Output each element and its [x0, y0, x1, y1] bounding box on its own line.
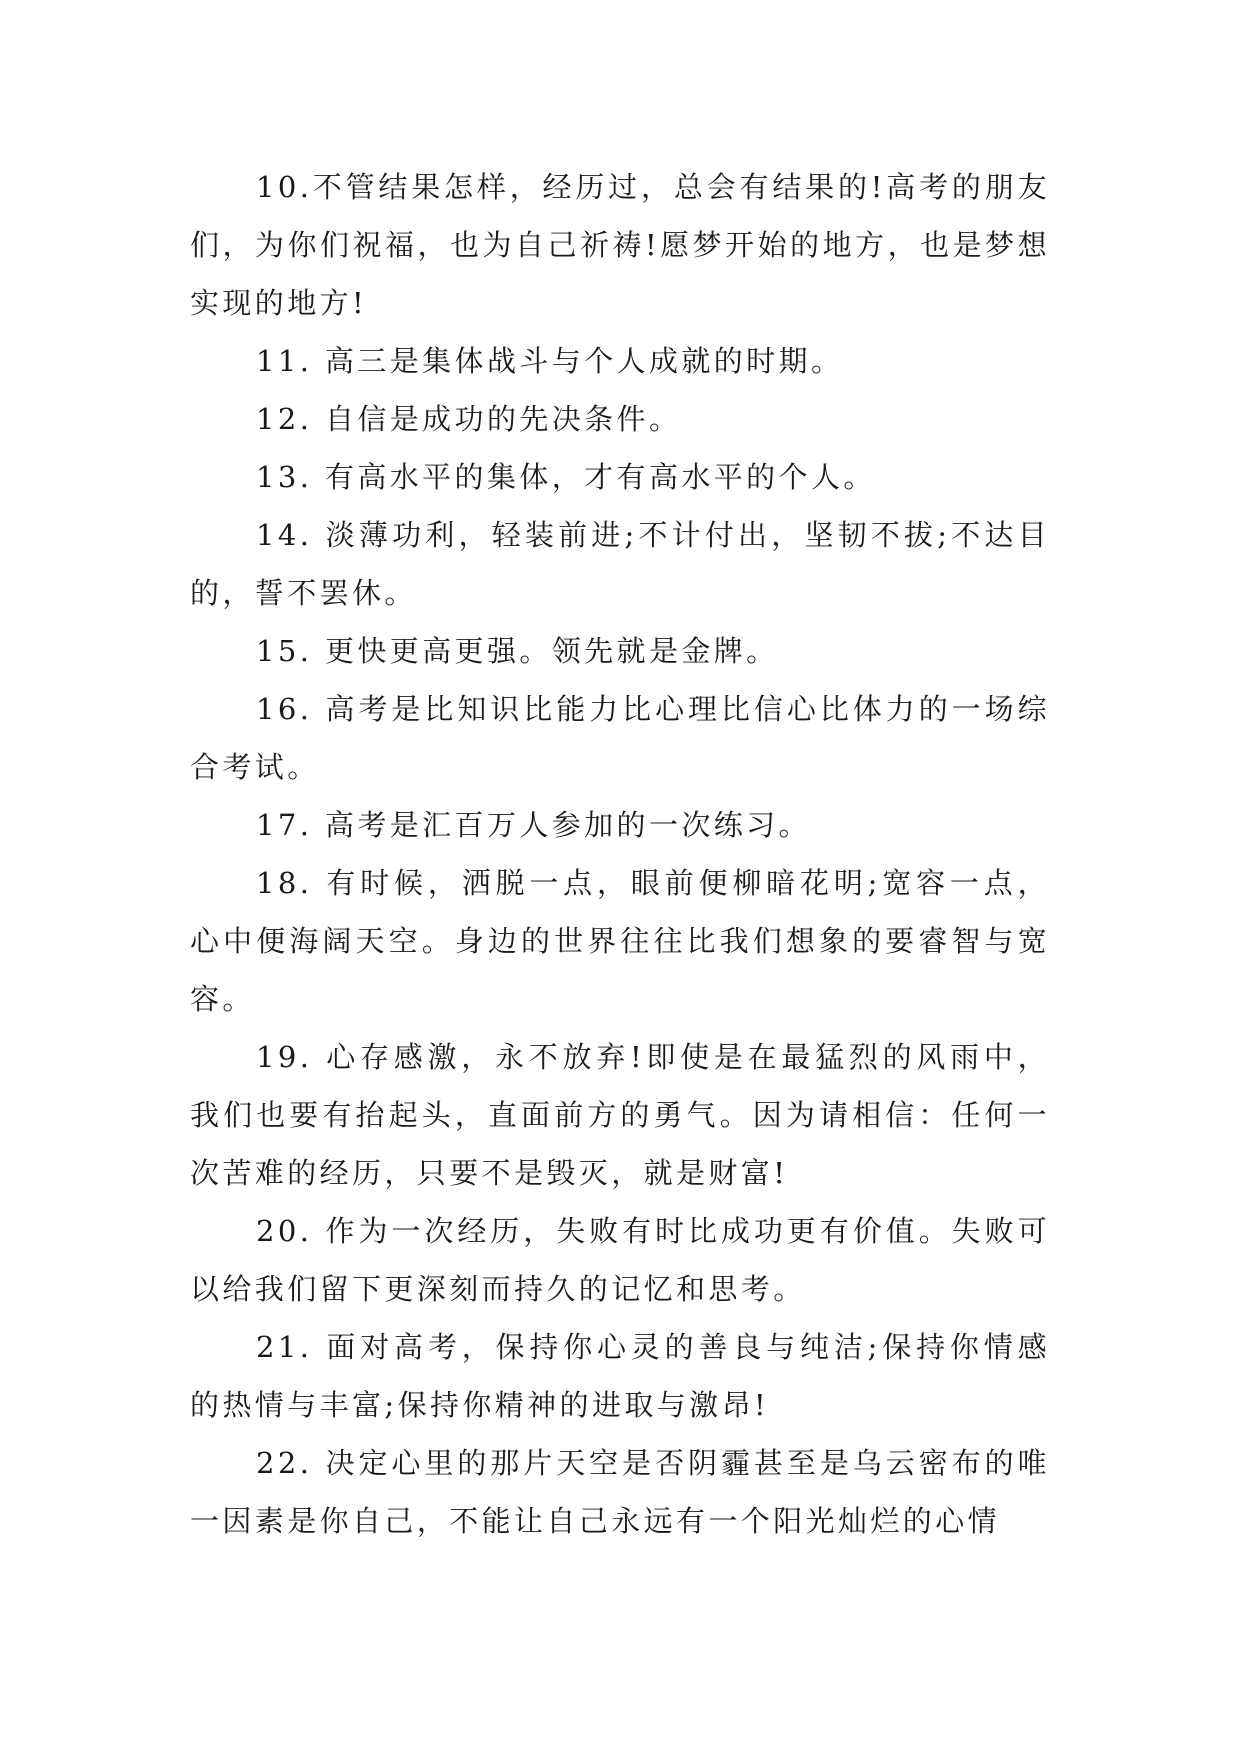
paragraph-20: 20. 作为一次经历，失败有时比成功更有价值。失败可以给我们留下更深刻而持久的记忆和思考。: [190, 1214, 1050, 1306]
paragraph-10: 10.不管结果怎样，经历过，总会有结果的!高考的朋友们，为你们祝福，也为自己祈祷!愿梦开始的地方，也是梦想实现的地方!: [190, 170, 1050, 320]
paragraph-15: 15. 更快更高更强。领先就是金牌。: [256, 634, 779, 668]
paragraph-18: 18. 有时候，洒脱一点，眼前便柳暗花明;宽容一点，心中便海阔天空。身边的世界往往比我们想象的要睿智与宽容。: [190, 866, 1050, 1016]
paragraph-17: 17. 高考是汇百万人参加的一次练习。: [256, 808, 811, 842]
paragraph-11: 11. 高三是集体战斗与个人成就的时期。: [256, 344, 844, 378]
paragraph-16: 16. 高考是比知识比能力比心理比信心比体力的一场综合考试。: [190, 692, 1050, 784]
paragraph-12: 12. 自信是成功的先决条件。: [256, 402, 682, 436]
document-body: [190, 158, 1050, 1550]
paragraph-22: 22. 决定心里的那片天空是否阴霾甚至是乌云密布的唯一因素是你自己，不能让自己永远有一个阳光灿烂的心情: [190, 1446, 1050, 1538]
paragraph-13: 13. 有高水平的集体，才有高水平的个人。: [256, 460, 876, 494]
paragraph-19: 19. 心存感激，永不放弃!即使是在最猛烈的风雨中，我们也要有抬起头，直面前方的勇气。因为请相信：任何一次苦难的经历，只要不是毁灭，就是财富!: [190, 1040, 1050, 1190]
paragraph-21: 21. 面对高考，保持你心灵的善良与纯洁;保持你情感的热情与丰富;保持你精神的进取与激昂!: [190, 1330, 1050, 1422]
paragraph-14: 14. 淡薄功利，轻装前进;不计付出，坚韧不拔;不达目的，誓不罢休。: [190, 518, 1050, 610]
